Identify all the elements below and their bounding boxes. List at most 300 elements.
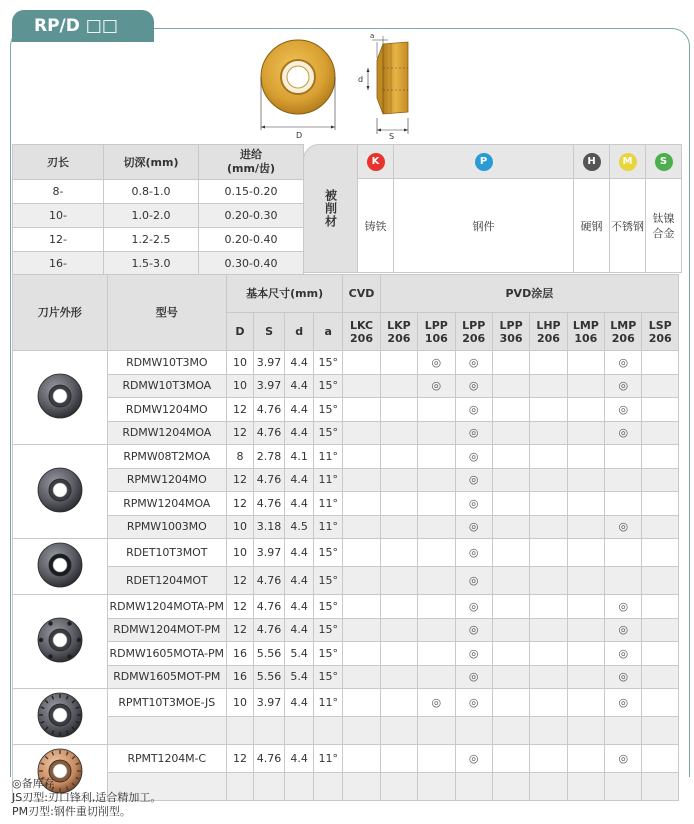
cell-grade-availability	[530, 665, 567, 689]
round-insert-serrated-icon	[13, 689, 108, 745]
cell-dim-D: 8	[226, 445, 253, 469]
cell-dim-a: 15°	[314, 398, 343, 422]
cell-edge-length: 16-	[13, 252, 104, 276]
cell-grade-availability	[418, 492, 455, 516]
cell-grade-availability	[492, 421, 529, 445]
cell-grade-availability	[343, 374, 380, 398]
cell-dim-D: 10	[226, 351, 253, 375]
cell-grade-availability: ◎	[418, 351, 455, 375]
cell-dim-a: 11°	[314, 745, 343, 773]
cell-feed: 0.30-0.40	[199, 252, 304, 276]
cell-grade-availability	[567, 567, 604, 595]
col-header-grade: LKC 206	[343, 313, 380, 351]
material-badge-p: P	[475, 153, 493, 171]
cell-dim-d: 5.4	[285, 642, 314, 666]
col-header-d: d	[285, 313, 314, 351]
cell-dim-S: 2.78	[253, 445, 284, 469]
cell-grade-availability: ◎	[455, 421, 492, 445]
cell-dim-a	[314, 773, 343, 801]
cell-dim-S: 3.97	[253, 539, 284, 567]
cell-grade-availability	[530, 642, 567, 666]
cell-dim-d: 4.4	[285, 745, 314, 773]
cell-dim-d: 4.4	[285, 398, 314, 422]
round-insert-plain-icon	[13, 351, 108, 445]
footnote-js: JS刃型:刃口锋利,适合精加工。	[12, 791, 162, 804]
cell-model: RDMW10T3MOA	[107, 374, 226, 398]
cell-grade-availability	[418, 468, 455, 492]
cell-grade-availability: ◎	[455, 595, 492, 619]
cell-grade-availability	[492, 595, 529, 619]
cell-dim-a: 15°	[314, 642, 343, 666]
cell-grade-availability	[418, 595, 455, 619]
table-row	[13, 515, 679, 539]
table-row	[13, 618, 679, 642]
cell-grade-availability	[492, 689, 529, 717]
cell-dim-D: 12	[226, 595, 253, 619]
cell-grade-availability	[418, 717, 455, 745]
col-header-grade: LKP 206	[380, 313, 417, 351]
cell-dim-S: 3.97	[253, 374, 284, 398]
cell-dim-D: 10	[226, 539, 253, 567]
cell-grade-availability	[418, 618, 455, 642]
cell-grade-availability	[343, 642, 380, 666]
diagram-label-S: S	[389, 132, 395, 140]
cell-dim-a: 15°	[314, 567, 343, 595]
col-header-grade: LPP 206	[455, 313, 492, 351]
material-name-stainless: 不锈钢	[610, 179, 646, 273]
cell-feed: 0.20-0.30	[199, 204, 304, 228]
cell-dim-d: 4.1	[285, 445, 314, 469]
table-row	[13, 745, 679, 773]
cell-grade-availability	[380, 689, 417, 717]
cell-dim-S: 4.76	[253, 618, 284, 642]
cell-grade-availability	[567, 642, 604, 666]
cell-dim-a: 15°	[314, 618, 343, 642]
cell-edge-length: 10-	[13, 204, 104, 228]
cell-grade-availability	[530, 717, 567, 745]
cell-grade-availability	[343, 445, 380, 469]
cell-grade-availability	[530, 445, 567, 469]
material-badge-m: M	[619, 153, 637, 171]
cell-grade-availability	[380, 665, 417, 689]
cell-grade-availability	[530, 398, 567, 422]
cell-grade-availability	[642, 421, 679, 445]
cell-grade-availability	[567, 595, 604, 619]
cell-grade-availability	[380, 773, 417, 801]
cell-grade-availability: ◎	[455, 492, 492, 516]
cell-grade-availability	[343, 689, 380, 717]
table-row	[13, 421, 679, 445]
cell-grade-availability	[567, 374, 604, 398]
table-row	[13, 228, 304, 252]
cell-dim-S	[253, 717, 284, 745]
cell-dim-S: 3.18	[253, 515, 284, 539]
cell-grade-availability	[343, 773, 380, 801]
cell-dim-d: 4.4	[285, 421, 314, 445]
cell-dim-a: 15°	[314, 421, 343, 445]
cell-grade-availability	[530, 689, 567, 717]
cell-dim-S: 5.56	[253, 665, 284, 689]
col-header-dimensions: 基本尺寸(mm)	[226, 275, 342, 313]
cell-dim-S: 4.76	[253, 595, 284, 619]
cell-grade-availability	[343, 515, 380, 539]
cell-grade-availability	[492, 351, 529, 375]
cell-grade-availability	[343, 745, 380, 773]
table-row	[13, 492, 679, 516]
cell-dim-D: 12	[226, 492, 253, 516]
cell-grade-availability	[605, 717, 642, 745]
cell-model: RDMW1204MOTA-PM	[107, 595, 226, 619]
table-row	[13, 204, 304, 228]
cell-grade-availability: ◎	[455, 618, 492, 642]
col-header-grade: LPP 106	[418, 313, 455, 351]
cell-grade-availability: ◎	[605, 374, 642, 398]
cell-depth: 1.2-2.5	[104, 228, 199, 252]
material-badge-h: H	[583, 153, 601, 171]
cell-model: RDMW1204MOA	[107, 421, 226, 445]
cell-grade-availability: ◎	[418, 689, 455, 717]
cell-grade-availability	[605, 492, 642, 516]
cell-edge-length: 8-	[13, 180, 104, 204]
table-row	[13, 717, 679, 745]
cell-model: RPMT10T3MOE-JS	[107, 689, 226, 717]
cell-grade-availability	[380, 745, 417, 773]
cell-grade-availability	[530, 773, 567, 801]
cell-dim-d: 4.4	[285, 468, 314, 492]
cell-grade-availability	[492, 618, 529, 642]
cell-dim-a	[314, 717, 343, 745]
cell-grade-availability	[530, 539, 567, 567]
cell-grade-availability	[492, 642, 529, 666]
cell-grade-availability	[530, 351, 567, 375]
cell-edge-length: 12-	[13, 228, 104, 252]
material-group-k-badge-cell	[358, 145, 394, 179]
col-header-a: a	[314, 313, 343, 351]
cell-model	[107, 717, 226, 745]
material-group-h-badge-cell	[574, 145, 610, 179]
cell-dim-d: 4.4	[285, 374, 314, 398]
cell-grade-availability	[530, 468, 567, 492]
cell-dim-S: 4.76	[253, 398, 284, 422]
cell-grade-availability	[418, 745, 455, 773]
cell-grade-availability	[492, 445, 529, 469]
cell-grade-availability	[492, 468, 529, 492]
cell-grade-availability	[380, 567, 417, 595]
cell-grade-availability	[492, 567, 529, 595]
table-row	[13, 374, 679, 398]
cell-grade-availability: ◎	[455, 665, 492, 689]
cell-grade-availability	[343, 421, 380, 445]
material-group-m-badge-cell	[610, 145, 646, 179]
cell-depth: 1.5-3.0	[104, 252, 199, 276]
cell-grade-availability	[492, 515, 529, 539]
cell-grade-availability	[492, 773, 529, 801]
cell-grade-availability: ◎	[455, 642, 492, 666]
diagram-label-D: D	[296, 131, 303, 140]
cell-dim-d: 4.4	[285, 595, 314, 619]
cell-grade-availability: ◎	[605, 515, 642, 539]
cell-grade-availability	[418, 539, 455, 567]
cell-dim-D: 16	[226, 665, 253, 689]
cell-grade-availability	[567, 773, 604, 801]
cell-grade-availability	[642, 642, 679, 666]
col-header-pvd: PVD涂层	[380, 275, 678, 313]
cell-grade-availability	[567, 745, 604, 773]
material-group-s-badge-cell	[646, 145, 682, 179]
cell-grade-availability	[380, 351, 417, 375]
cell-dim-a: 15°	[314, 665, 343, 689]
cell-grade-availability	[492, 374, 529, 398]
cell-grade-availability	[605, 773, 642, 801]
material-name-cast-iron: 铸铁	[358, 179, 394, 273]
cell-dim-a: 15°	[314, 595, 343, 619]
cell-grade-availability	[567, 445, 604, 469]
table-row	[13, 252, 304, 276]
cell-grade-availability	[380, 539, 417, 567]
cell-grade-availability: ◎	[605, 642, 642, 666]
cell-grade-availability	[343, 717, 380, 745]
cell-grade-availability	[642, 689, 679, 717]
cell-grade-availability	[642, 595, 679, 619]
material-name-hard-steel: 硬钢	[574, 179, 610, 273]
cell-dim-D: 16	[226, 642, 253, 666]
cell-grade-availability	[530, 421, 567, 445]
cell-model: RDET1204MOT	[107, 567, 226, 595]
col-header-grade: LMP 206	[605, 313, 642, 351]
cell-dim-D: 12	[226, 468, 253, 492]
cell-grade-availability	[418, 642, 455, 666]
cell-grade-availability	[605, 468, 642, 492]
cell-grade-availability: ◎	[455, 539, 492, 567]
cell-grade-availability	[642, 745, 679, 773]
cell-grade-availability	[492, 492, 529, 516]
cell-grade-availability	[642, 468, 679, 492]
cell-model: RDMW1204MOT-PM	[107, 618, 226, 642]
table-row	[13, 180, 304, 204]
cell-grade-availability: ◎	[455, 745, 492, 773]
cell-dim-S: 4.76	[253, 745, 284, 773]
cell-grade-availability: ◎	[605, 689, 642, 717]
cell-feed: 0.20-0.40	[199, 228, 304, 252]
table-row	[13, 351, 679, 375]
cell-grade-availability	[380, 595, 417, 619]
cell-model: RDMW1605MOTA-PM	[107, 642, 226, 666]
cell-grade-availability	[418, 773, 455, 801]
cell-grade-availability	[567, 492, 604, 516]
material-groups-table	[357, 144, 682, 273]
cell-dim-a: 11°	[314, 468, 343, 492]
cell-model: RDMW1204MO	[107, 398, 226, 422]
cell-grade-availability	[418, 567, 455, 595]
cell-grade-availability	[492, 398, 529, 422]
cell-grade-availability	[530, 595, 567, 619]
cell-dim-a: 11°	[314, 689, 343, 717]
cell-dim-D: 12	[226, 398, 253, 422]
cell-grade-availability	[418, 421, 455, 445]
cell-grade-availability	[492, 717, 529, 745]
cell-grade-availability	[567, 717, 604, 745]
col-header-shape: 刀片外形	[13, 275, 108, 351]
cell-grade-availability	[380, 618, 417, 642]
cell-grade-availability	[343, 468, 380, 492]
cell-dim-d: 5.4	[285, 665, 314, 689]
cell-grade-availability	[380, 421, 417, 445]
cell-grade-availability: ◎	[605, 595, 642, 619]
cell-dim-S: 5.56	[253, 642, 284, 666]
cell-grade-availability	[642, 717, 679, 745]
cell-grade-availability	[492, 539, 529, 567]
footnote-stock: ◎备库存	[12, 777, 55, 790]
footnote-pm: PM刃型:钢件重切削型。	[12, 805, 131, 818]
cell-grade-availability	[605, 567, 642, 595]
cell-dim-a: 15°	[314, 351, 343, 375]
table-row	[13, 468, 679, 492]
cell-grade-availability	[343, 539, 380, 567]
cell-grade-availability: ◎	[418, 374, 455, 398]
cell-grade-availability	[605, 445, 642, 469]
cell-grade-availability	[530, 567, 567, 595]
col-header-S: S	[253, 313, 284, 351]
cell-grade-availability	[642, 665, 679, 689]
cell-grade-availability	[642, 351, 679, 375]
table-row	[13, 642, 679, 666]
cell-grade-availability	[343, 665, 380, 689]
cell-grade-availability	[567, 515, 604, 539]
cell-grade-availability	[380, 398, 417, 422]
cell-grade-availability	[642, 398, 679, 422]
round-insert-notched-icon	[13, 595, 108, 689]
col-header-grade: LPP 306	[492, 313, 529, 351]
cell-dim-a: 11°	[314, 445, 343, 469]
cell-grade-availability	[380, 492, 417, 516]
cell-grade-availability	[343, 618, 380, 642]
cell-grade-availability: ◎	[455, 398, 492, 422]
table-row	[13, 398, 679, 422]
material-badge-s: S	[655, 153, 673, 171]
cell-dim-a: 11°	[314, 492, 343, 516]
cell-grade-availability	[380, 374, 417, 398]
table-row	[13, 445, 679, 469]
footnotes	[12, 777, 161, 819]
material-badge-k: K	[367, 153, 385, 171]
cell-grade-availability: ◎	[605, 745, 642, 773]
col-header-depth: 切深(mm)	[104, 145, 199, 180]
cell-dim-d: 4.5	[285, 515, 314, 539]
cell-grade-availability: ◎	[605, 421, 642, 445]
cell-dim-d: 4.4	[285, 689, 314, 717]
cell-model: RDMW1605MOT-PM	[107, 665, 226, 689]
table-row	[13, 595, 679, 619]
cell-dim-S: 4.76	[253, 468, 284, 492]
insert-diagram	[250, 32, 440, 140]
cell-dim-D	[226, 773, 253, 801]
cell-grade-availability	[530, 515, 567, 539]
cell-grade-availability	[418, 665, 455, 689]
cell-grade-availability	[343, 351, 380, 375]
round-insert-dark-icon	[13, 539, 108, 595]
cell-model: RPMW1204MO	[107, 468, 226, 492]
cell-grade-availability	[418, 445, 455, 469]
page-title: RP/D □□	[12, 10, 154, 42]
material-name-titanium-nickel: 钛镍合金	[646, 179, 682, 273]
cell-grade-availability	[567, 665, 604, 689]
cell-grade-availability	[530, 492, 567, 516]
cell-grade-availability	[567, 351, 604, 375]
cell-grade-availability	[418, 515, 455, 539]
cell-grade-availability	[455, 773, 492, 801]
cell-grade-availability: ◎	[455, 445, 492, 469]
cutting-params-table	[12, 144, 304, 276]
cell-grade-availability	[567, 468, 604, 492]
cell-grade-availability: ◎	[605, 618, 642, 642]
cell-model: RPMW08T2MOA	[107, 445, 226, 469]
cell-dim-d: 4.4	[285, 351, 314, 375]
cell-grade-availability	[343, 567, 380, 595]
cell-dim-S: 3.97	[253, 689, 284, 717]
cell-grade-availability	[642, 567, 679, 595]
cell-grade-availability	[343, 492, 380, 516]
cell-grade-availability	[567, 398, 604, 422]
cell-grade-availability: ◎	[455, 468, 492, 492]
cell-dim-D: 10	[226, 689, 253, 717]
cell-grade-availability	[380, 642, 417, 666]
cell-grade-availability: ◎	[605, 351, 642, 375]
cell-dim-S	[253, 773, 284, 801]
cell-grade-availability	[380, 717, 417, 745]
cell-grade-availability	[380, 515, 417, 539]
cell-grade-availability	[343, 398, 380, 422]
cell-dim-S: 3.97	[253, 351, 284, 375]
material-name-steel: 钢件	[394, 179, 574, 273]
col-header-model: 型号	[107, 275, 226, 351]
cell-grade-availability	[380, 445, 417, 469]
cell-dim-d: 4.4	[285, 618, 314, 642]
cell-grade-availability	[642, 515, 679, 539]
cell-grade-availability: ◎	[605, 398, 642, 422]
cell-grade-availability	[492, 745, 529, 773]
workpiece-material-label: 被削材	[303, 144, 358, 273]
product-table	[12, 274, 679, 801]
cell-dim-D: 10	[226, 374, 253, 398]
cell-dim-d	[285, 773, 314, 801]
cell-dim-a: 15°	[314, 374, 343, 398]
cell-model: RDMW10T3MO	[107, 351, 226, 375]
cell-grade-availability	[642, 492, 679, 516]
cell-grade-availability	[343, 595, 380, 619]
cell-model: RDET10T3MOT	[107, 539, 226, 567]
cell-grade-availability	[642, 539, 679, 567]
cell-grade-availability	[567, 689, 604, 717]
cell-grade-availability	[567, 618, 604, 642]
cell-grade-availability: ◎	[455, 689, 492, 717]
diagram-label-a: a	[370, 32, 375, 40]
cell-dim-S: 4.76	[253, 421, 284, 445]
cell-grade-availability	[642, 445, 679, 469]
material-group-p-badge-cell	[394, 145, 574, 179]
round-insert-positive-icon	[13, 445, 108, 539]
table-row	[13, 665, 679, 689]
cell-dim-S: 4.76	[253, 567, 284, 595]
cell-grade-availability	[530, 374, 567, 398]
cell-grade-availability	[642, 374, 679, 398]
col-header-feed: 进给 (mm/齿)	[199, 145, 304, 180]
table-row	[13, 567, 679, 595]
cell-grade-availability	[567, 539, 604, 567]
cell-model: RPMT1204M-C	[107, 745, 226, 773]
col-header-grade: LMP 106	[567, 313, 604, 351]
cell-dim-D: 12	[226, 567, 253, 595]
cell-grade-availability	[492, 665, 529, 689]
